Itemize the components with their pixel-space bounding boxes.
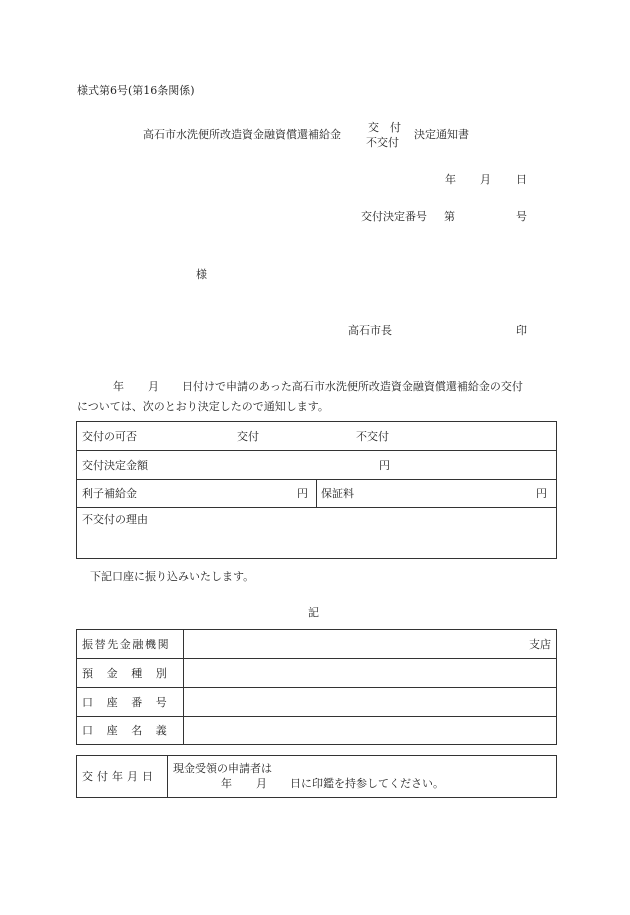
date-year: 年	[445, 173, 456, 186]
delivery-note-year: 年	[221, 777, 232, 790]
delivery-note-line1: 現金受領の申請者は	[173, 762, 272, 775]
ki-heading: 記	[308, 606, 319, 619]
title-main: 高石市水洗便所改造資金融資償還補給金	[143, 128, 341, 141]
delivery-note-rest: 日に印鑑を持参してください。	[290, 777, 444, 790]
delivery-note-month: 月	[256, 777, 267, 790]
interest-unit: 円	[297, 487, 308, 500]
account-number-label: 口 座 番 号	[82, 696, 169, 709]
amount-label: 交付決定金額	[82, 459, 148, 472]
issuer-seal: 印	[516, 324, 527, 337]
reason-label: 不交付の理由	[82, 513, 148, 526]
guarantee-unit: 円	[536, 487, 547, 500]
amount-unit: 円	[379, 459, 390, 472]
body-line2: については、次のとおり決定したので通知します。	[77, 400, 329, 413]
title-option-grant: 交 付	[368, 121, 401, 134]
date-month: 月	[480, 173, 491, 186]
addressee-honorific: 様	[196, 268, 207, 281]
decision-number-prefix: 第	[444, 210, 455, 223]
approval-label: 交付の可否	[82, 430, 137, 443]
guarantee-label: 保証料	[321, 487, 354, 500]
body-month: 月	[148, 380, 159, 393]
date-day: 日	[516, 173, 527, 186]
bank-label: 振替先金融機関	[82, 638, 171, 651]
decision-number-label: 交付決定番号	[361, 210, 427, 223]
transfer-note: 下記口座に振り込みいたします。	[90, 570, 255, 583]
approval-grant: 交付	[237, 430, 259, 443]
deposit-type-label: 預 金 種 別	[82, 667, 169, 680]
body-line1: 日付けで申請のあった高石市水洗便所改造資金融資償還補給金の交付	[182, 380, 523, 393]
body-year: 年	[113, 380, 124, 393]
account-name-label: 口 座 名 義	[82, 724, 169, 737]
issuer-name: 高石市長	[348, 324, 392, 337]
interest-label: 利子補給金	[82, 487, 137, 500]
title-suffix: 決定通知書	[414, 128, 469, 141]
title-option-nongrant: 不交付	[366, 136, 399, 149]
approval-nongrant: 不交付	[356, 430, 389, 443]
form-number: 様式第6号(第16条関係)	[77, 84, 195, 97]
branch-label: 支店	[529, 638, 551, 651]
decision-number-suffix: 号	[516, 210, 527, 223]
delivery-date-label: 交付年月日	[82, 770, 157, 783]
